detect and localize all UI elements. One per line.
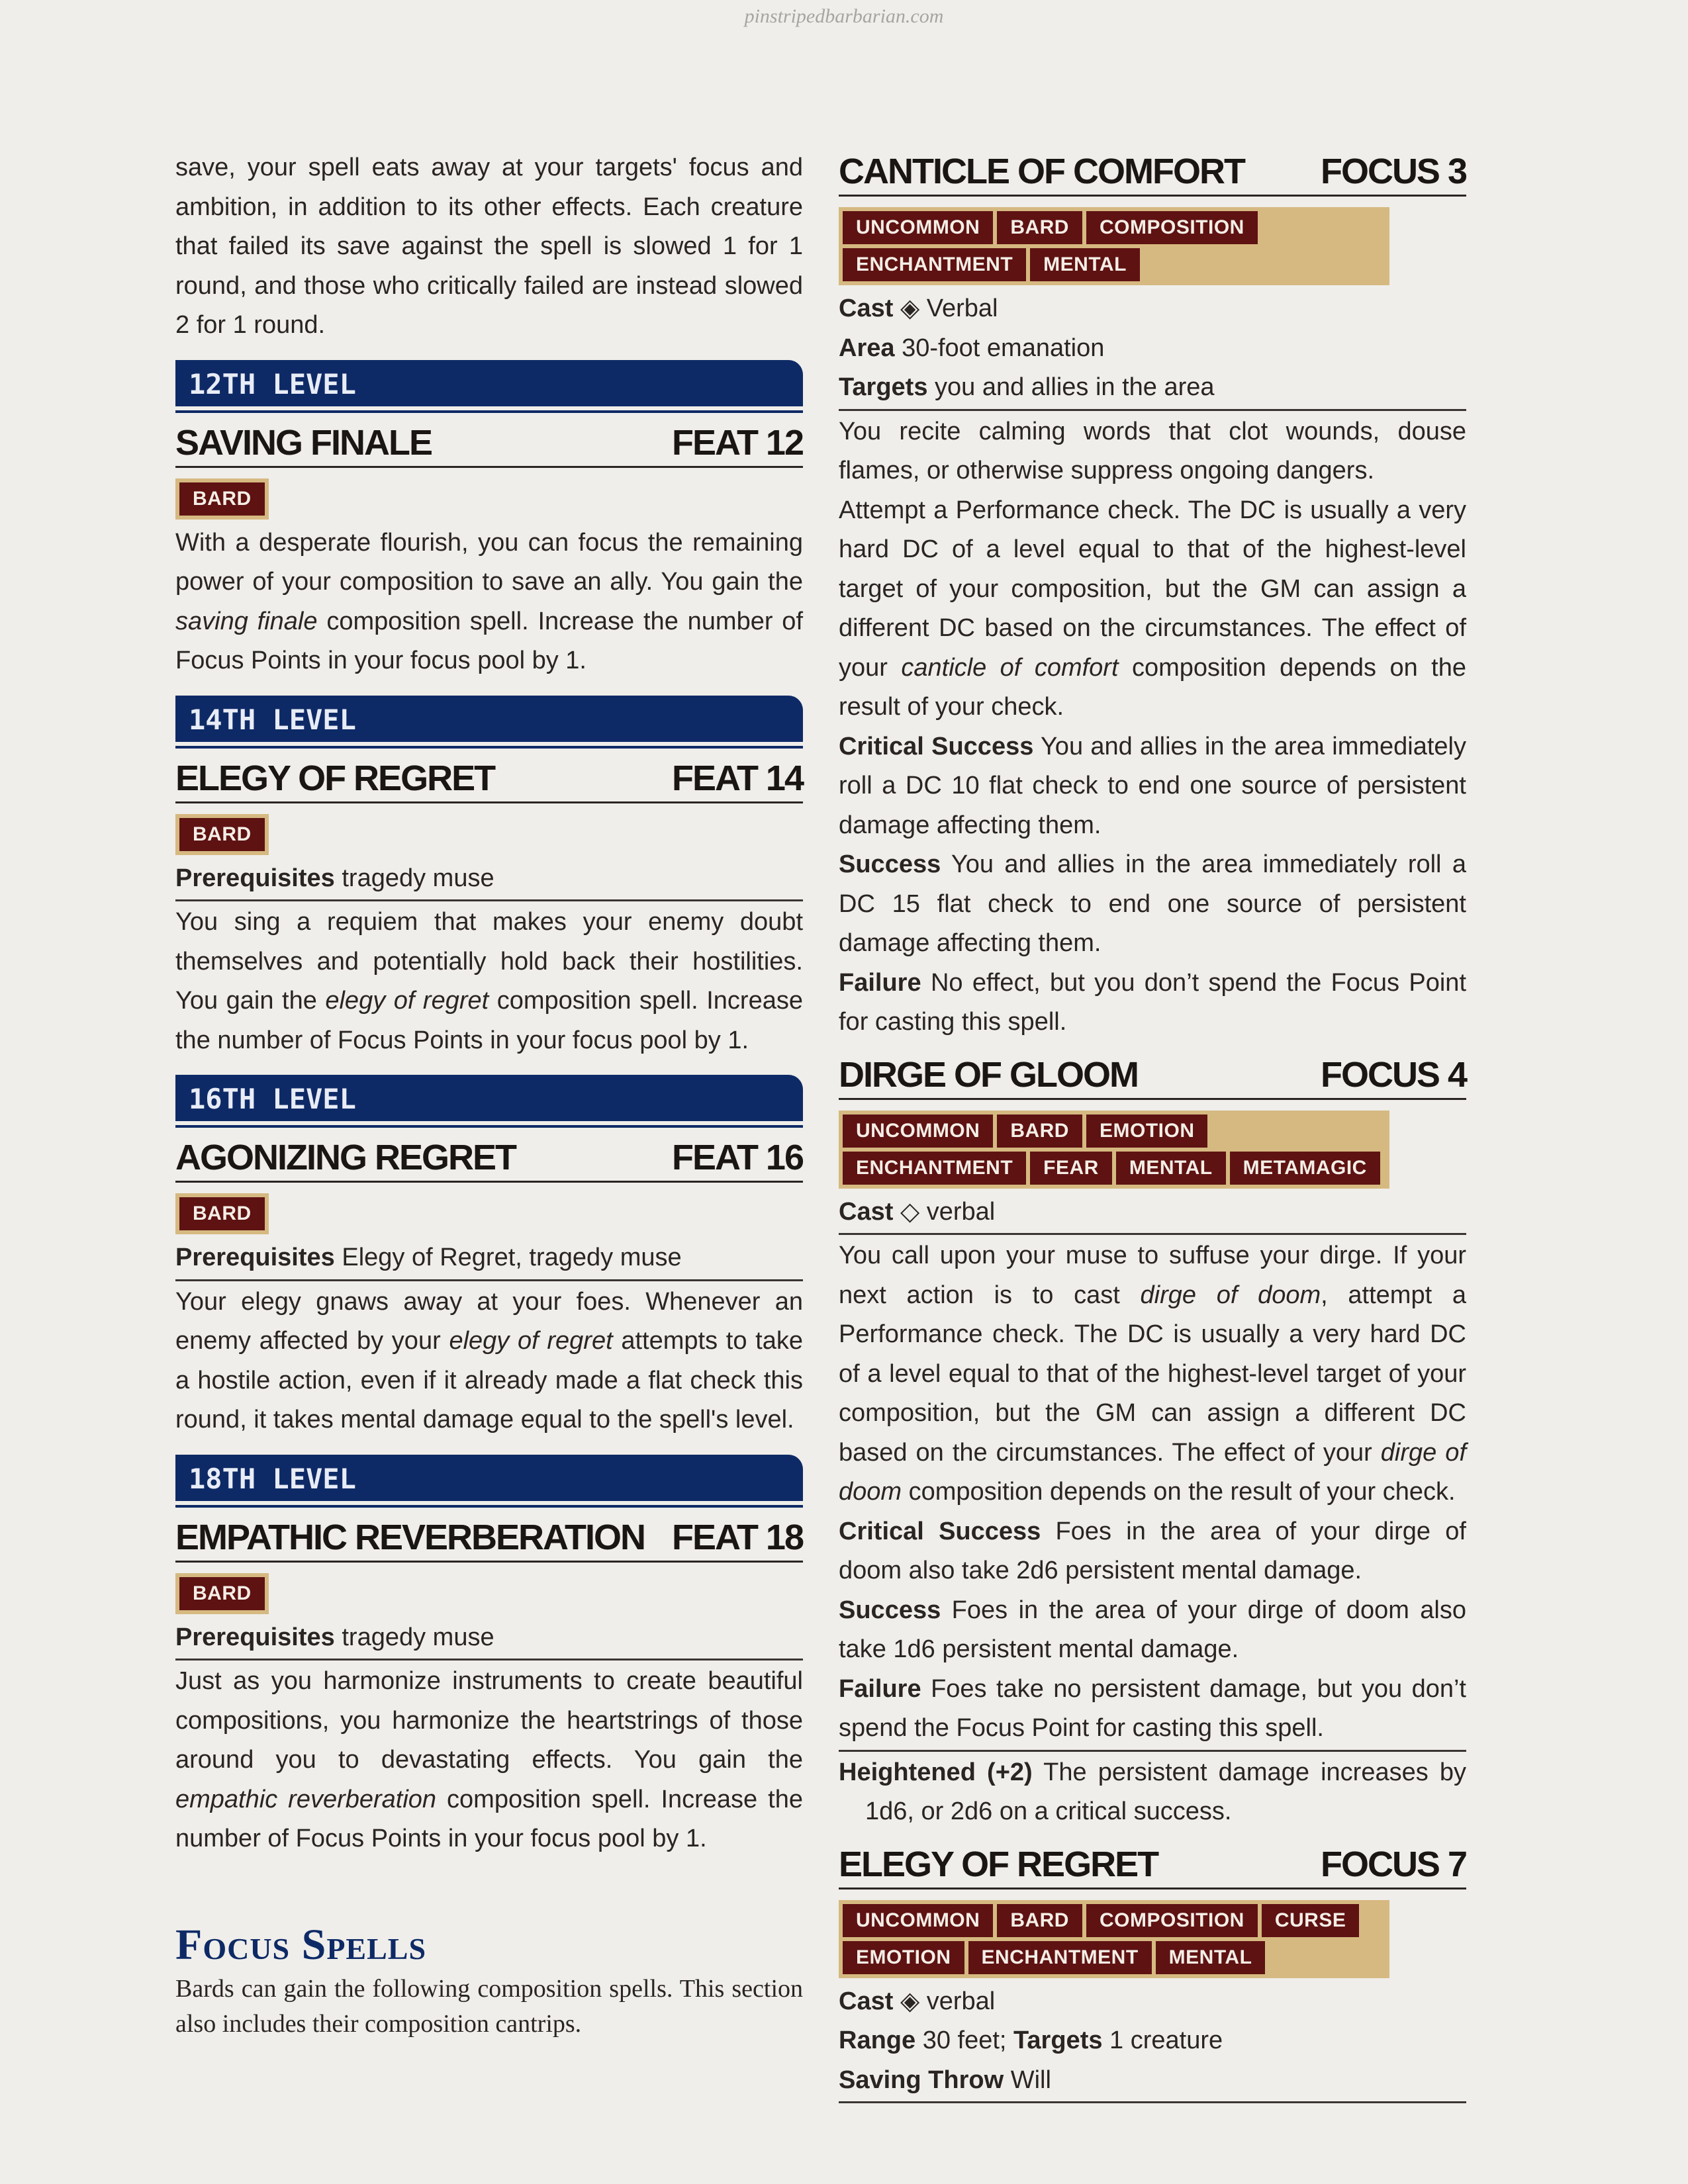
spell-heading-canticle-of-comfort [839, 148, 1466, 197]
level-header-12: 12TH LEVEL [175, 360, 803, 406]
trait-list [175, 1573, 269, 1614]
spell-focus-level: FOCUS 4 [1320, 1054, 1466, 1095]
trait-list [175, 478, 269, 520]
trait-tag: BARD [179, 1577, 265, 1610]
spell-heightened: Heightened (+2) The persistent damage increases by 1d6, or 2d6 on a critical success. [839, 1758, 1466, 1825]
left-column [175, 148, 803, 2042]
feat-name: AGONIZING REGRET [175, 1138, 516, 1177]
feat-level: FEAT 14 [671, 758, 803, 798]
spell-cast: Cast ◇ verbal [839, 1197, 996, 1226]
feat-description: Just as you harmonize instruments to create beautiful compositions, you harmonize the heartstrings of those around you to devastating effects. You gain the empathic reverberation composition spell. Increase the number of Focus Points in your focus pool by 1. [175, 1667, 803, 1852]
trait-tag: ENCHANTMENT [843, 248, 1026, 281]
degree-critical-success: Critical Success You and allies in the area immediately roll a DC 10 flat check to end one source of persistent damage affecting them. [839, 732, 1466, 839]
trait-tag: ENCHANTMENT [843, 1152, 1026, 1185]
feat-level: FEAT 12 [671, 422, 803, 463]
focus-spells-heading: Focus Spells [175, 1920, 427, 1969]
trait-tag: EMOTION [1086, 1115, 1208, 1148]
trait-tag: BARD [179, 482, 265, 516]
feat-name: SAVING FINALE [175, 422, 432, 463]
trait-tag: BARD [997, 1904, 1082, 1937]
trait-tag: CURSE [1262, 1904, 1360, 1937]
trait-list [839, 1900, 1389, 1978]
divider [175, 899, 803, 901]
feat-heading-empathic-reverberation [175, 1514, 803, 1563]
trait-tag: UNCOMMON [843, 1115, 993, 1148]
trait-tag: METAMAGIC [1230, 1152, 1380, 1185]
focus-spells-intro: Bards can gain the following composition spells. This section also includes their composition cantrips. [175, 1974, 803, 2038]
action-icon: ◈ [900, 295, 920, 322]
feat-heading-saving-finale [175, 420, 803, 468]
spell-name: DIRGE OF GLOOM [839, 1054, 1138, 1095]
feat-heading-agonizing-regret [175, 1134, 803, 1183]
divider [839, 2101, 1466, 2103]
spell-name: CANTICLE OF COMFORT [839, 152, 1244, 191]
prerequisites: Prerequisites Elegy of Regret, tragedy muse [175, 1244, 682, 1271]
feat-level: FEAT 16 [671, 1138, 803, 1177]
trait-list [175, 1193, 269, 1234]
spell-description: You recite calming words that clot wounds, douse flames, or otherwise suppress ongoing dangers. [839, 417, 1466, 484]
feat-level: FEAT 18 [671, 1517, 803, 1557]
trait-tag: UNCOMMON [843, 211, 993, 244]
spell-focus-level: FOCUS 3 [1320, 152, 1466, 191]
intro-paragraph: save, your spell eats away at your targets' focus and ambition, in addition to its other effects. Each creature that failed its save against the spell is slowed 1 for 1 round, and those who critically failed are instead slowed 2 for 1 round. [175, 154, 803, 339]
action-icon: ◇ [900, 1197, 920, 1226]
trait-tag: MENTAL [1116, 1152, 1226, 1185]
watermark: pinstripedbarbarian.com [744, 5, 944, 27]
trait-tag: BARD [179, 1197, 265, 1230]
prerequisites: Prerequisites tragedy muse [175, 864, 494, 892]
right-column [839, 148, 1466, 2105]
divider [839, 409, 1466, 411]
trait-list [839, 207, 1389, 285]
level-header-16: 16TH LEVEL [175, 1075, 803, 1121]
trait-tag: EMOTION [843, 1941, 964, 1974]
level-header-14: 14TH LEVEL [175, 696, 803, 742]
trait-tag: COMPOSITION [1086, 1904, 1258, 1937]
trait-tag: BARD [997, 211, 1082, 244]
feat-description: You sing a requiem that makes your enemy doubt themselves and potentially hold back their hostilities. You gain the elegy of regret composition spell. Increase the number of Focus Points in your focus pool by 1. [175, 908, 803, 1054]
degree-success: Success You and allies in the area immediately roll a DC 15 flat check to end one source of persistent damage affecting them. [839, 850, 1466, 957]
trait-tag: MENTAL [1156, 1941, 1266, 1974]
divider [175, 1659, 803, 1661]
trait-tag: BARD [997, 1115, 1082, 1148]
trait-tag: FEAR [1030, 1152, 1112, 1185]
spell-heading-dirge-of-gloom [839, 1052, 1466, 1100]
feat-name: EMPATHIC REVERBERATION [175, 1517, 645, 1557]
feat-description: With a desperate flourish, you can focus the remaining power of your composition to save an ally. You gain the saving finale composition spell. Increase the number of Focus Points in your focus pool by 1. [175, 528, 803, 674]
trait-tag: MENTAL [1030, 248, 1140, 281]
trait-tag: ENCHANTMENT [968, 1941, 1152, 1974]
prerequisites: Prerequisites tragedy muse [175, 1623, 494, 1651]
trait-tag: COMPOSITION [1086, 211, 1258, 244]
divider [839, 1233, 1466, 1235]
spell-description: Attempt a Performance check. The DC is usually a very hard DC of a level equal to that of the highest-level target of your composition, but the GM can assign a different DC based on the circumstances. The effect of your canticle of comfort composition depends on the result of your check. [839, 496, 1466, 721]
spell-range-targets: Range 30 feet; Targets 1 creature [839, 2026, 1223, 2054]
trait-list [175, 814, 269, 855]
feat-heading-elegy-of-regret [175, 755, 803, 803]
trait-list [839, 1111, 1389, 1189]
spell-saving-throw: Saving Throw Will [839, 2066, 1051, 2094]
degree-failure: Failure No effect, but you don’t spend the Focus Point for casting this spell. [839, 968, 1466, 1036]
degree-critical-success: Critical Success Foes in the area of your dirge of doom also take 2d6 persistent mental damage. [839, 1517, 1466, 1584]
degree-success: Success Foes in the area of your dirge of doom also take 1d6 persistent mental damage. [839, 1596, 1466, 1663]
spell-targets: Targets you and allies in the area [839, 373, 1215, 401]
feat-name: ELEGY OF REGRET [175, 758, 495, 798]
spell-area: Area 30-foot emanation [839, 334, 1105, 362]
spell-cast: Cast ◈ verbal [839, 1987, 996, 2015]
divider [175, 1279, 803, 1281]
action-icon: ◈ [900, 1987, 920, 2015]
spell-heading-elegy-of-regret [839, 1841, 1466, 1889]
level-header-18: 18TH LEVEL [175, 1455, 803, 1501]
spell-name: ELEGY OF REGRET [839, 1844, 1158, 1884]
divider [839, 1750, 1466, 1752]
feat-description: Your elegy gnaws away at your foes. Whenever an enemy affected by your elegy of regret attempts to take a hostile action, even if it already made a flat check this round, it takes mental damage equal to the spell's level. [175, 1287, 803, 1433]
spell-focus-level: FOCUS 7 [1320, 1844, 1466, 1884]
trait-tag: UNCOMMON [843, 1904, 993, 1937]
spell-cast: Cast ◈ Verbal [839, 295, 998, 322]
spell-description: You call upon your muse to suffuse your dirge. If your next action is to cast dirge of doom, attempt a Performance check. The DC is usually a very hard DC of a level equal to that of the highest-level target of your composition, but the GM can assign a different DC based on the circumstances. The effect of your dirge of doom composition depends on the result of your check. [839, 1242, 1466, 1506]
trait-tag: BARD [179, 818, 265, 851]
degree-failure: Failure Foes take no persistent damage, but you don’t spend the Focus Point for casting this spell. [839, 1674, 1466, 1742]
